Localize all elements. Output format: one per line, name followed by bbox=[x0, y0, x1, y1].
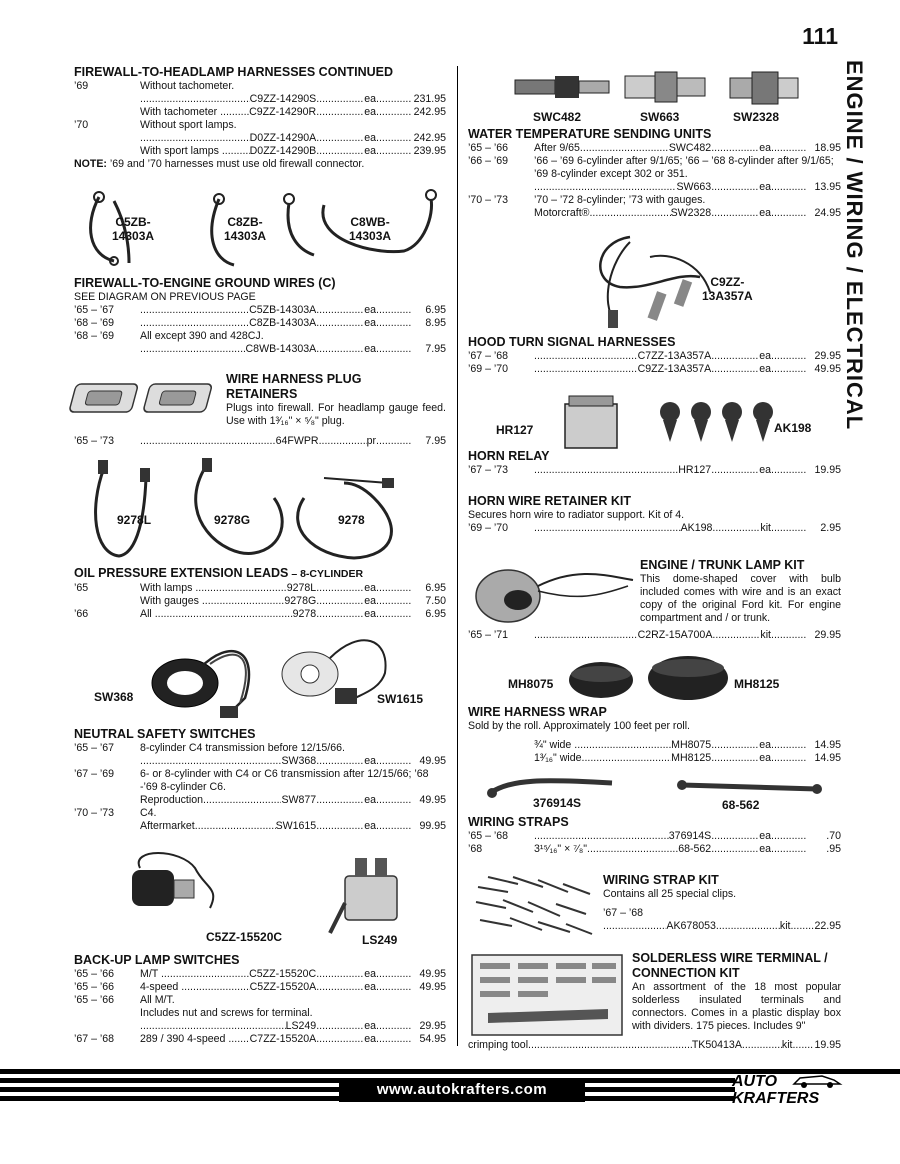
autokrafters-logo: AUTO KRAFTERS bbox=[732, 1070, 842, 1110]
part-number: C9ZZ-14290R bbox=[249, 106, 317, 118]
unit: ea bbox=[364, 595, 376, 607]
price-table bbox=[74, 582, 446, 621]
row-desc: All ........................... bbox=[140, 608, 235, 620]
price-row bbox=[468, 629, 841, 642]
price: 6.95 bbox=[412, 304, 446, 317]
footer-stripe bbox=[0, 1096, 340, 1101]
row-year bbox=[74, 145, 140, 158]
row-year bbox=[468, 752, 534, 765]
text-row bbox=[74, 807, 446, 820]
footer-stripe bbox=[0, 1078, 340, 1083]
price: 19.95 bbox=[807, 464, 841, 477]
row-year: ’65 – ’71 bbox=[468, 629, 509, 641]
part-number: SW663 bbox=[676, 181, 712, 193]
row-year bbox=[74, 106, 140, 119]
price-row bbox=[468, 522, 841, 535]
price: 13.95 bbox=[807, 181, 841, 194]
price-row bbox=[74, 317, 446, 330]
price-row bbox=[74, 981, 446, 994]
price-table bbox=[468, 142, 841, 220]
unit: ea bbox=[364, 132, 376, 144]
water-temp-section bbox=[468, 127, 841, 220]
price: 18.95 bbox=[807, 142, 841, 155]
row-year bbox=[468, 181, 534, 194]
price-table bbox=[468, 464, 841, 477]
row-year bbox=[74, 1007, 140, 1020]
price: 29.95 bbox=[807, 629, 841, 642]
text-row bbox=[74, 80, 446, 93]
neutral-switches-section bbox=[74, 727, 446, 833]
part-number: C5ZZ-15520A bbox=[249, 981, 317, 993]
part-number: C5ZZ-15520C bbox=[249, 968, 317, 980]
row-year bbox=[74, 343, 140, 356]
text-row bbox=[74, 119, 446, 132]
row-year: ’67 – ’68 bbox=[74, 1033, 115, 1045]
unit: ea bbox=[364, 794, 376, 806]
retainer-kit-section: HORN WIRE RETAINER KIT Secures horn wire to radiator support. Kit of 4. ’69 – ’70 ..... AK198 ..... kit ..... 2.95 bbox=[468, 494, 841, 535]
part-number: SW368 bbox=[281, 755, 317, 767]
price-row bbox=[74, 343, 446, 356]
row-year: ’68 – ’69 bbox=[74, 330, 115, 342]
price: 49.95 bbox=[412, 981, 446, 994]
row-year: ’67 – ’68 bbox=[468, 350, 509, 362]
unit: ea bbox=[759, 350, 771, 362]
row-desc: Motorcraft®............. bbox=[534, 207, 628, 219]
price: 24.95 bbox=[807, 207, 841, 220]
price-row bbox=[74, 820, 446, 833]
row-year bbox=[74, 794, 140, 807]
part-label-c9zz: C9ZZ- 13A357A bbox=[702, 275, 753, 303]
row-year: ’68 – ’69 bbox=[74, 317, 115, 329]
section-title: HORN WIRE RETAINER KIT bbox=[468, 494, 631, 508]
part-number: SW2328 bbox=[670, 207, 712, 219]
text-row bbox=[74, 1007, 446, 1020]
price-row: ..... AK678053 ..... kit ..... 22.95 bbox=[603, 920, 841, 933]
price-row bbox=[468, 830, 841, 843]
subtitle: SEE DIAGRAM ON PREVIOUS PAGE bbox=[74, 291, 256, 303]
sending-units-illustration bbox=[505, 66, 805, 110]
price: 29.95 bbox=[412, 1020, 446, 1033]
part-label-c8wb: C8WB- 14303A bbox=[349, 215, 392, 243]
price-row bbox=[468, 181, 841, 194]
row-text: All except 390 and 428CJ. bbox=[140, 330, 264, 342]
price-table bbox=[74, 968, 446, 1046]
unit: ea bbox=[364, 1033, 376, 1045]
row-desc: With lamps ............. bbox=[140, 582, 234, 594]
wiring-straps-section bbox=[468, 815, 841, 856]
row-year: ’66 bbox=[74, 608, 89, 620]
section-title: FIREWALL-TO-HEADLAMP HARNESSES CONTINUED bbox=[74, 65, 393, 79]
section-title: HOOD TURN SIGNAL HARNESSES bbox=[468, 335, 676, 349]
trunk-lamp-price bbox=[468, 629, 841, 642]
unit: ea bbox=[759, 142, 771, 154]
part-number: D0ZZ-14290B bbox=[249, 145, 317, 157]
row-text: 6- or 8-cylinder with C4 or C6 transmission after 12/15/66; ’68 -’69 8-cylinder C6. bbox=[140, 768, 429, 793]
row-year: ’69 bbox=[74, 80, 89, 92]
text-row bbox=[468, 194, 841, 207]
part-number: C2RZ-15A700A bbox=[637, 629, 713, 641]
row-year: ’65 – ’67 bbox=[74, 304, 115, 316]
price: 49.95 bbox=[412, 755, 446, 768]
footer-stripe bbox=[585, 1096, 735, 1101]
part-number: C5ZB-14303A bbox=[249, 304, 317, 316]
part-label-sw663: SW663 bbox=[640, 110, 680, 124]
unit: ea bbox=[364, 145, 376, 157]
row-year bbox=[74, 820, 140, 833]
part-number: 64FWPR bbox=[275, 435, 319, 447]
unit: ea bbox=[759, 843, 771, 855]
section-title: WIRING STRAP KIT bbox=[603, 873, 719, 887]
unit: ea bbox=[364, 1020, 376, 1032]
row-year: ’70 – ’73 bbox=[468, 194, 509, 206]
row-desc: 4-speed ................... bbox=[140, 981, 238, 993]
price-row bbox=[468, 752, 841, 765]
price: .95 bbox=[807, 843, 841, 856]
price: 6.95 bbox=[412, 582, 446, 595]
row-text: ’70 – ’72 8-cylinder; ’73 with gauges. bbox=[534, 194, 706, 206]
unit: ea bbox=[759, 363, 771, 375]
price: 49.95 bbox=[412, 968, 446, 981]
unit: ea bbox=[759, 739, 771, 751]
part-number: 9278 bbox=[292, 608, 317, 620]
part-label-9278l: 9278L bbox=[117, 513, 152, 527]
price-row bbox=[74, 794, 446, 807]
part-label-mh8075: MH8075 bbox=[508, 677, 554, 691]
row-year: ’66 – ’69 bbox=[468, 155, 509, 167]
backup-switches-illustration bbox=[110, 848, 420, 943]
part-label-mh8125: MH8125 bbox=[734, 677, 780, 691]
unit: ea bbox=[364, 820, 376, 832]
plug-retainers-description: WIRE HARNESS PLUG RETAINERS Plugs into firewall. For headlamp gauge feed. Use with 1³⁄₁₆" × ⁵⁄₈" plug. bbox=[226, 372, 446, 427]
ground-wires-section bbox=[74, 276, 446, 356]
section-title: WIRE HARNESS WRAP bbox=[468, 705, 607, 719]
price-row bbox=[468, 843, 841, 856]
price-row bbox=[468, 739, 841, 752]
price-row bbox=[74, 1033, 446, 1046]
part-label-sw368: SW368 bbox=[94, 690, 134, 704]
part-number: MH8125 bbox=[671, 752, 712, 764]
row-text: Without tachometer. bbox=[140, 80, 235, 92]
row-year: ’68 bbox=[468, 843, 483, 855]
row-year bbox=[74, 93, 140, 106]
row-text: All M/T. bbox=[140, 994, 175, 1006]
price-row bbox=[74, 1020, 446, 1033]
part-number: 376914S bbox=[668, 830, 712, 842]
part-label-c8zb: C8ZB- 14303A bbox=[224, 215, 267, 243]
part-label-376914s: 376914S bbox=[533, 796, 582, 810]
part-number: 9278G bbox=[284, 595, 317, 607]
row-year bbox=[468, 739, 534, 752]
row-year: ’65 – ’66 bbox=[74, 968, 115, 980]
row-text: Includes nut and screws for terminal. bbox=[140, 1007, 313, 1019]
part-number: C9ZZ-14290S bbox=[249, 93, 317, 105]
row-year: ’67 – ’73 bbox=[468, 464, 509, 476]
unit: ea bbox=[364, 343, 376, 355]
unit: ea bbox=[364, 93, 376, 105]
price-row bbox=[468, 464, 841, 477]
price: 49.95 bbox=[807, 363, 841, 376]
price-table bbox=[468, 830, 841, 856]
relay-retainers-illustration bbox=[545, 392, 785, 454]
part-label-c5zz: C5ZZ-15520C bbox=[206, 930, 283, 944]
price: 242.95 bbox=[413, 132, 446, 144]
part-number: D0ZZ-14290A bbox=[249, 132, 317, 144]
price: 231.95 bbox=[413, 93, 446, 105]
price-row bbox=[74, 755, 446, 768]
price: 7.50 bbox=[412, 595, 446, 608]
part-number: SWC482 bbox=[668, 142, 712, 154]
price-row bbox=[74, 582, 446, 595]
backup-switches-section bbox=[74, 953, 446, 1046]
section-title: BACK-UP LAMP SWITCHES bbox=[74, 953, 240, 967]
trunk-lamp-illustration bbox=[468, 556, 638, 628]
part-number: LS249 bbox=[285, 1020, 317, 1032]
row-desc: After 9/65................ bbox=[534, 142, 628, 154]
price-row bbox=[468, 363, 841, 376]
footer-stripe bbox=[585, 1087, 735, 1092]
price-row bbox=[74, 132, 446, 145]
part-label-swc482: SWC482 bbox=[533, 110, 582, 124]
unit: ea bbox=[364, 317, 376, 329]
price-row bbox=[74, 106, 446, 119]
row-desc: With gauges ........... bbox=[140, 595, 235, 607]
price-table bbox=[74, 742, 446, 833]
section-side-title: ENGINE / WIRING / ELECTRICAL bbox=[842, 60, 867, 431]
price: 239.95 bbox=[413, 145, 446, 157]
row-desc: With sport lamps .... bbox=[140, 145, 234, 157]
row-desc: 289 / 390 4-speed .. bbox=[140, 1033, 235, 1045]
price: 242.95 bbox=[413, 106, 446, 118]
text-row bbox=[468, 155, 841, 181]
row-year bbox=[468, 207, 534, 220]
unit: ea bbox=[364, 968, 376, 980]
hood-harness-illustration bbox=[590, 232, 720, 332]
part-label-hr127: HR127 bbox=[496, 423, 534, 437]
unit: ea bbox=[364, 755, 376, 767]
section-title: NEUTRAL SAFETY SWITCHES bbox=[74, 727, 256, 741]
part-label-c5zb: C5ZB- 14303A bbox=[112, 215, 155, 243]
row-year bbox=[74, 1020, 140, 1033]
page-number: 111 bbox=[802, 23, 838, 49]
part-label-sw2328: SW2328 bbox=[733, 110, 780, 124]
unit: ea bbox=[759, 464, 771, 476]
part-label-9278: 9278 bbox=[338, 513, 365, 527]
price: 29.95 bbox=[807, 350, 841, 363]
price: 7.95 bbox=[412, 343, 446, 356]
row-year bbox=[74, 595, 140, 608]
row-year: ’67 – ’69 bbox=[74, 768, 115, 780]
unit: kit bbox=[760, 629, 771, 641]
unit: kit bbox=[760, 522, 771, 534]
price-row bbox=[74, 435, 446, 448]
column-divider bbox=[457, 66, 458, 1046]
row-desc: With tachometer .... bbox=[140, 106, 232, 118]
footer-stripe bbox=[0, 1087, 340, 1092]
row-text: ’66 – ’69 6-cylinder after 9/1/65; ’66 – ’68 8-cylinder after 9/1/65; ’69 8-cylinder except 302 or 351. bbox=[534, 155, 834, 180]
row-year: ’65 – ’66 bbox=[74, 981, 115, 993]
price: 14.95 bbox=[807, 739, 841, 752]
section-title: HORN RELAY bbox=[468, 449, 550, 463]
price-row bbox=[468, 142, 841, 155]
website-link[interactable]: www.autokrafters.com bbox=[339, 1078, 585, 1102]
row-year: ’65 – ’66 bbox=[74, 994, 115, 1006]
row-text: 8-cylinder C4 transmission before 12/15/66. bbox=[140, 742, 345, 754]
price: 6.95 bbox=[412, 608, 446, 621]
strap-kit-illustration bbox=[468, 872, 596, 942]
hood-harness-section bbox=[468, 335, 841, 376]
row-year: ’69 – ’70 bbox=[468, 363, 509, 375]
part-number: C8ZB-14303A bbox=[249, 317, 317, 329]
price-row bbox=[74, 608, 446, 621]
section-title: WIRING STRAPS bbox=[468, 815, 569, 829]
row-text: C4. bbox=[140, 807, 157, 819]
part-number: AK198 bbox=[680, 522, 713, 534]
row-year: ’65 bbox=[74, 582, 89, 594]
section-title: FIREWALL-TO-ENGINE GROUND WIRES (C) bbox=[74, 276, 336, 290]
terminal-kit-illustration bbox=[468, 951, 626, 1039]
price: 14.95 bbox=[807, 752, 841, 765]
price-row bbox=[74, 968, 446, 981]
price: 7.95 bbox=[412, 435, 446, 448]
part-number: C7ZZ-15520A bbox=[249, 1033, 317, 1045]
firewall-harness-section bbox=[74, 65, 446, 171]
strap-kit-section: WIRING STRAP KIT Contains all 25 special clips. ’67 – ’68 ..... AK678053 ..... kit ..... 22.95 bbox=[603, 873, 841, 933]
price-table bbox=[74, 80, 446, 158]
plug-retainers-illustration bbox=[74, 378, 224, 418]
trunk-lamp-description: ENGINE / TRUNK LAMP KIT This dome-shaped cover with bulb included comes with wire and is an exact copy of the original Ford kit. For engine compartment and / or trunk. bbox=[640, 558, 841, 624]
part-number: SW877 bbox=[281, 794, 317, 806]
oil-leads-section bbox=[74, 566, 446, 621]
plug-retainers-price bbox=[74, 435, 446, 448]
part-number: C8WB-14303A bbox=[245, 343, 317, 355]
row-text: Without sport lamps. bbox=[140, 119, 237, 131]
unit: ea bbox=[364, 981, 376, 993]
unit: ea bbox=[759, 181, 771, 193]
text-row bbox=[74, 742, 446, 755]
row-year bbox=[74, 755, 140, 768]
terminal-kit-price: crimping tool. ..... TK50413A ..... kit ..... 19.95 bbox=[468, 1039, 841, 1052]
price-row bbox=[468, 207, 841, 220]
price-table bbox=[468, 522, 841, 535]
car-icon bbox=[792, 1072, 842, 1088]
part-label-ak198: AK198 bbox=[774, 421, 812, 435]
section-title: WATER TEMPERATURE SENDING UNITS bbox=[468, 127, 712, 141]
price: 99.95 bbox=[412, 820, 446, 833]
price-table bbox=[468, 350, 841, 376]
price-row bbox=[468, 350, 841, 363]
section-title: OIL PRESSURE EXTENSION LEADS – 8-CYLINDER bbox=[74, 566, 364, 580]
price: 49.95 bbox=[412, 794, 446, 807]
row-year: ’65 – ’66 bbox=[468, 142, 509, 154]
part-number: C9ZZ-13A357A bbox=[637, 363, 712, 375]
row-year bbox=[74, 132, 140, 145]
text-row bbox=[74, 768, 446, 794]
part-label-ls249: LS249 bbox=[362, 933, 398, 947]
text-row bbox=[74, 330, 446, 343]
part-number: SW1615 bbox=[275, 820, 317, 832]
footer-stripe bbox=[585, 1078, 735, 1083]
part-number: HR127 bbox=[678, 464, 712, 476]
price-row bbox=[74, 93, 446, 106]
price-row bbox=[74, 595, 446, 608]
row-desc: ¾" wide .................. bbox=[534, 739, 628, 751]
unit: ea bbox=[759, 830, 771, 842]
terminal-kit-description: SOLDERLESS WIRE TERMINAL / CONNECTION KIT An assortment of the 18 most popular solderless insulated terminals and connectors. Comes in a plastic display box with dividers. 175 pieces. Includes 9" bbox=[632, 951, 841, 1032]
row-year: ’70 – ’73 bbox=[74, 807, 115, 819]
unit: ea bbox=[364, 582, 376, 594]
part-label-9278g: 9278G bbox=[214, 513, 251, 527]
price-table bbox=[468, 739, 841, 765]
unit: ea bbox=[364, 106, 376, 118]
horn-relay-section bbox=[468, 449, 841, 477]
part-number: 9278L bbox=[286, 582, 317, 594]
wire-wrap-section: WIRE HARNESS WRAP Sold by the roll. Approximately 100 feet per roll. ¾" wide .................. ..... MH8075 ..... ea ..... 14.95 1³⁄₁₆" wide............... ..... MH8125 ..... ea ..... 14.95 bbox=[468, 705, 841, 765]
wire-wrap-illustration bbox=[566, 652, 736, 704]
note: NOTE: ’69 and ’70 harnesses must use old firewall connector. bbox=[74, 158, 365, 170]
row-year: ’65 – ’67 bbox=[74, 742, 115, 754]
text-row bbox=[74, 994, 446, 1007]
row-year: ’65 – ’73 bbox=[74, 435, 115, 447]
part-label-sw1615: SW1615 bbox=[377, 692, 424, 706]
part-number: MH8075 bbox=[671, 739, 712, 751]
row-desc: 1³⁄₁₆" wide............... bbox=[534, 752, 626, 764]
price-row bbox=[74, 145, 446, 158]
part-label-68-562: 68-562 bbox=[722, 798, 760, 812]
part-number: C7ZZ-13A357A bbox=[637, 350, 712, 362]
price: .70 bbox=[807, 830, 841, 843]
row-desc: Aftermarket............. bbox=[140, 820, 234, 832]
row-year: ’69 – ’70 bbox=[468, 522, 509, 534]
price: 8.95 bbox=[412, 317, 446, 330]
unit: pr bbox=[366, 435, 376, 447]
price-table bbox=[74, 304, 446, 356]
oil-leads-illustration bbox=[74, 458, 446, 563]
unit: ea bbox=[759, 752, 771, 764]
price-row bbox=[74, 304, 446, 317]
row-year: ’70 bbox=[74, 119, 89, 131]
unit: ea bbox=[759, 207, 771, 219]
price: 2.95 bbox=[807, 522, 841, 535]
row-year: ’65 – ’68 bbox=[468, 830, 509, 842]
row-desc: M/T .......................... bbox=[140, 968, 238, 980]
row-desc: Reproduction.......... bbox=[140, 794, 233, 806]
part-number: 68-562 bbox=[678, 843, 712, 855]
unit: ea bbox=[364, 608, 376, 620]
unit: ea bbox=[364, 304, 376, 316]
price: 54.95 bbox=[412, 1033, 446, 1046]
row-desc: 3¹⁵⁄₁₆" × ⁷⁄₈"........... bbox=[534, 843, 620, 855]
neutral-switches-illustration bbox=[130, 628, 440, 728]
